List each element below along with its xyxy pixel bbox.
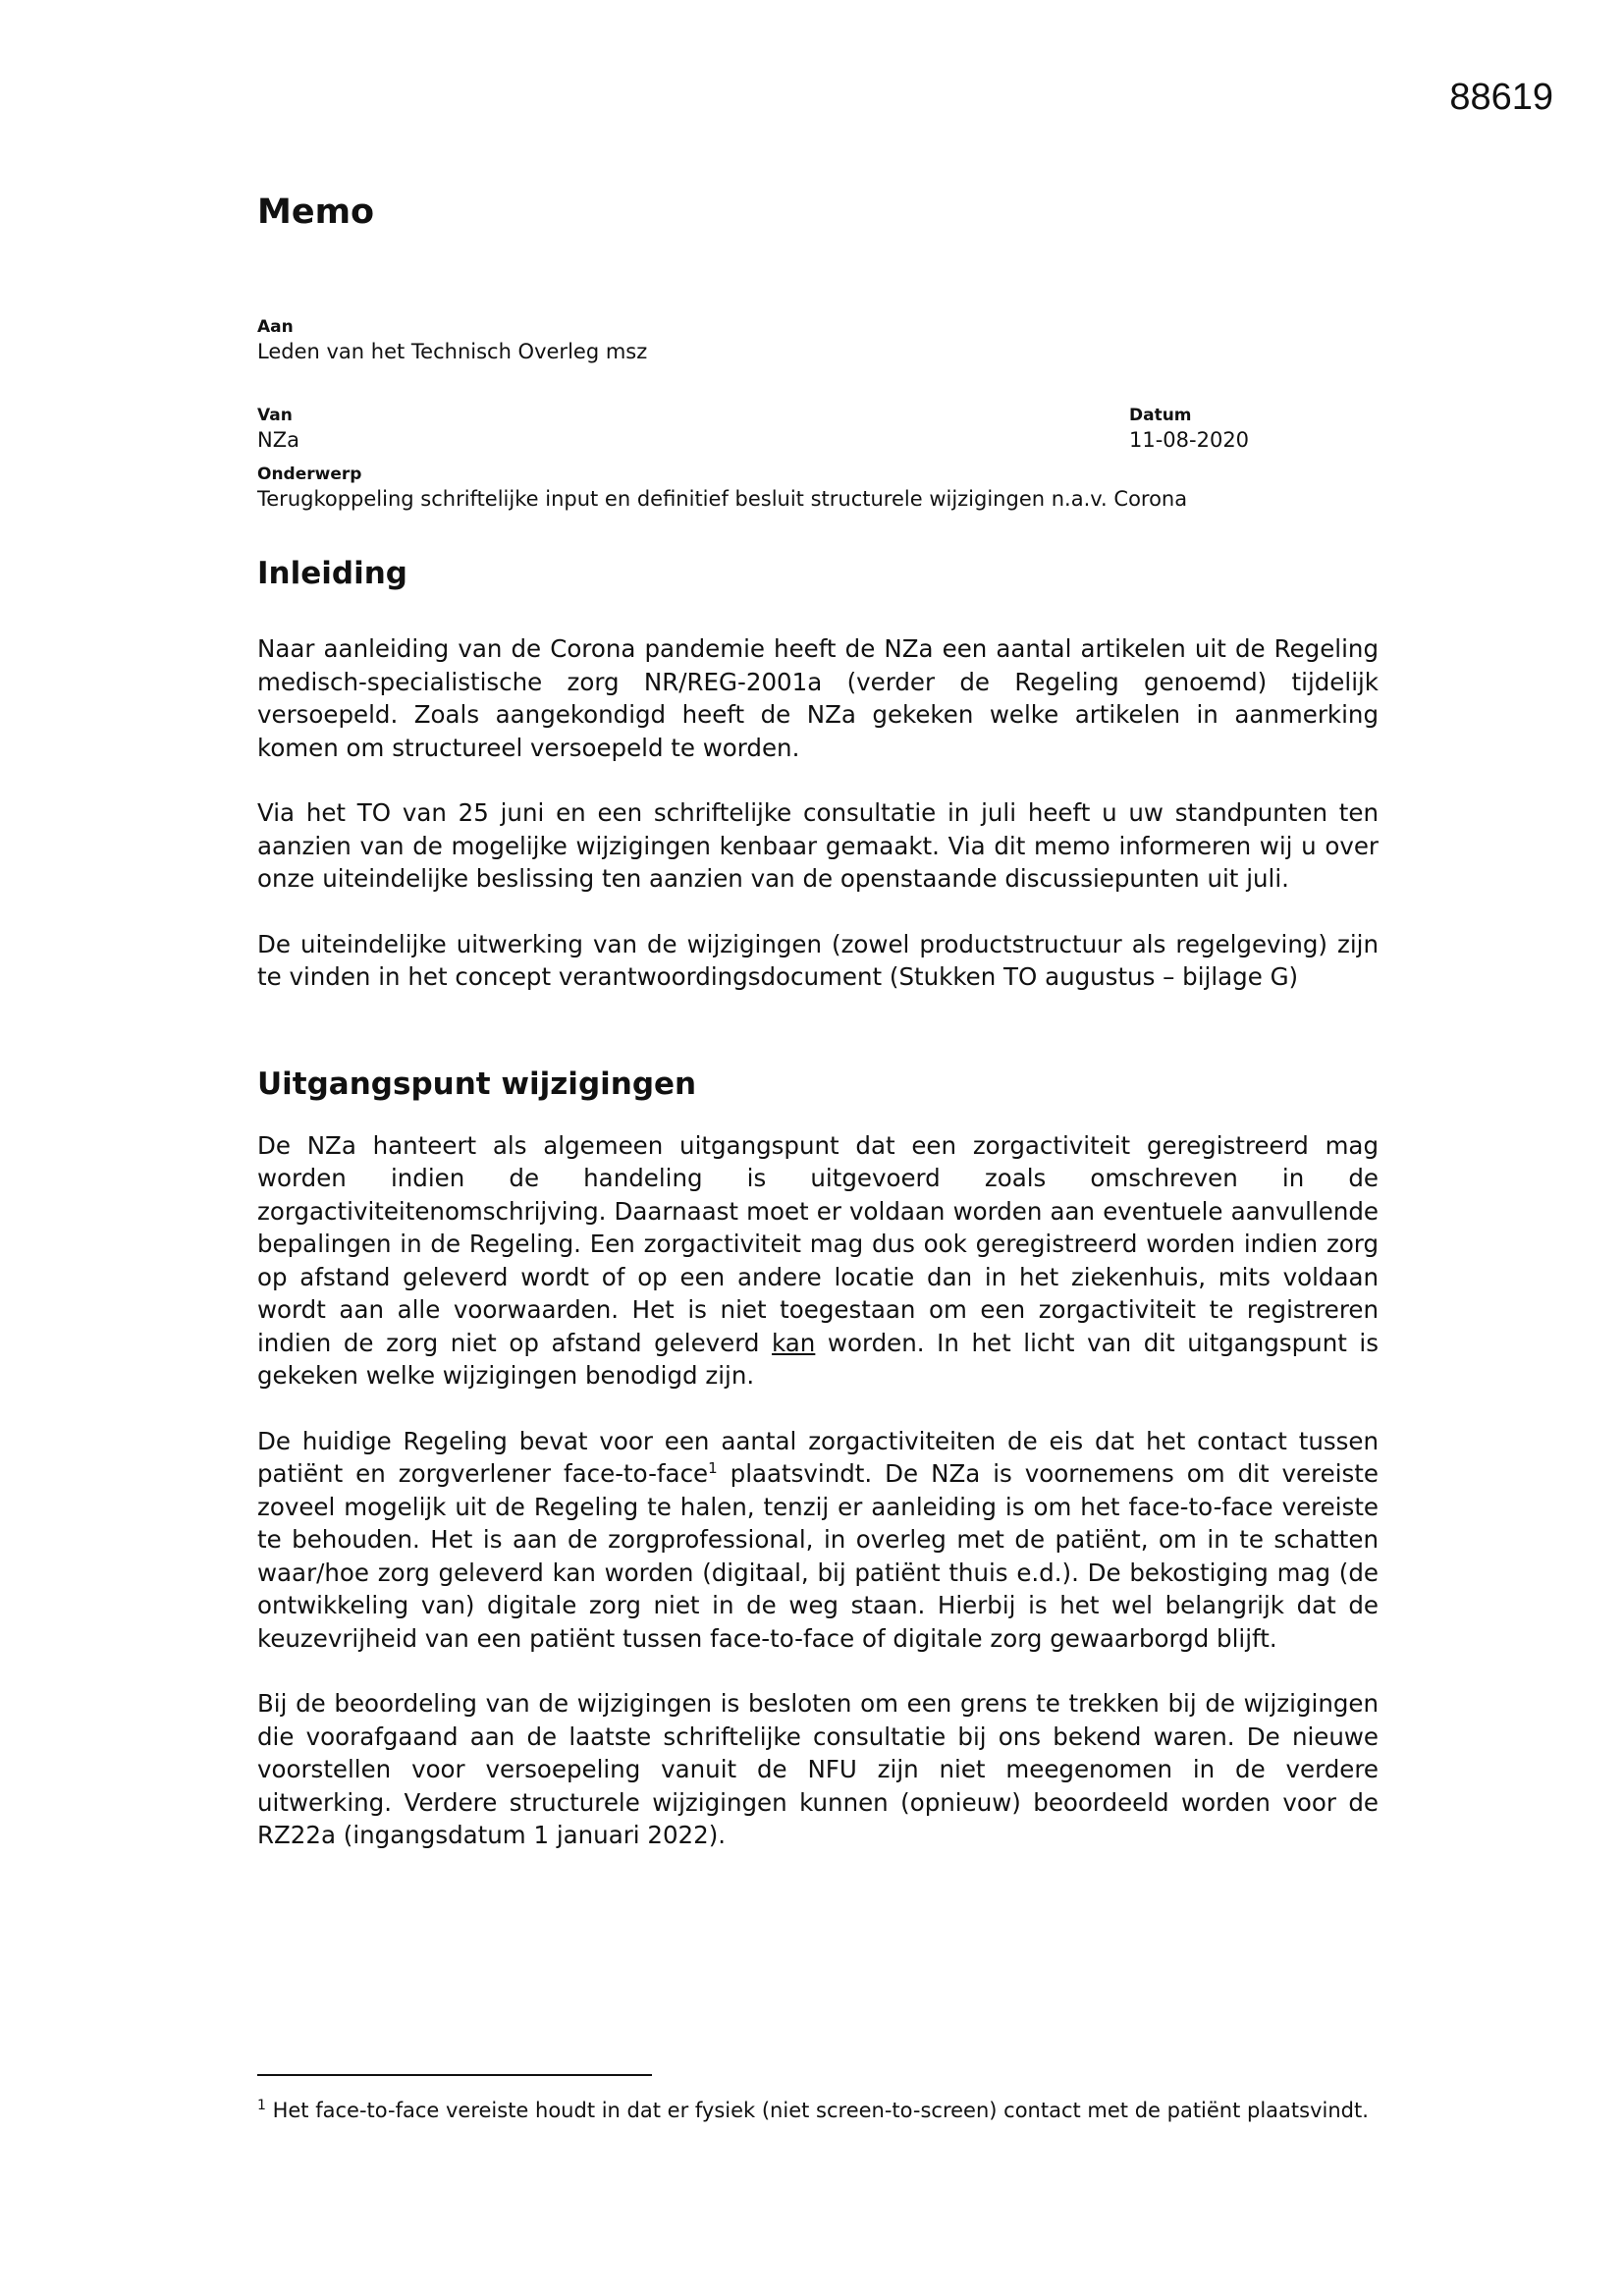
footnote-text: Het face-to-face vereiste houdt in dat er fysiek (niet screen-to-screen) contact met de patiënt plaatsvindt. xyxy=(265,2099,1369,2122)
inleiding-paragraph-3: De uiteindelijke uitwerking van de wijzigingen (zowel productstructuur als regelgeving) zijn te vinden in het concept verantwoordingsdocument (Stukken TO augustus – bijlage G) xyxy=(257,929,1379,991)
footnote-divider xyxy=(257,2074,652,2076)
onderwerp-label: Onderwerp xyxy=(257,465,362,484)
paragraph-text: worden. In het licht van dit uitgangspunt is gekeken welke wijzigingen benodigd zijn. xyxy=(257,1328,1379,1390)
memo-page xyxy=(257,192,1379,1885)
onderwerp-value: Terugkoppeling schriftelijke input en definitief besluit structurele wijzigingen n.a.v. Corona xyxy=(257,487,1188,511)
uitgangspunt-paragraph-1 xyxy=(257,1129,1379,1393)
van-label: Van xyxy=(257,406,293,425)
recipient-block xyxy=(257,316,1379,365)
section-heading-inleiding: Inleiding xyxy=(257,556,407,591)
footnote-reference: 1 xyxy=(708,1458,718,1477)
footnote-marker: 1 xyxy=(257,2098,266,2113)
datum-value: 11-08-2020 xyxy=(1129,428,1250,452)
datum-label: Datum xyxy=(1129,406,1192,425)
inleiding-paragraph-2: Via het TO van 25 juni en een schriftelijke consultatie in juli heeft u uw standpunten ten aanzien van de mogelijke wijzigingen kenbaar gemaakt. Via dit memo informeren wij u over onze uiteindelijke beslissing ten aanzien van de openstaande discussiepunten uit juli. xyxy=(257,798,1379,893)
aan-value: Leden van het Technisch Overleg msz xyxy=(257,340,648,363)
paragraph-text: De NZa hanteert als algemeen uitgangspunt dat een zorgactiviteit geregistreerd mag worden indien de handeling is uitgevoerd zoals omschreven in de zorgactiviteitenomschrijving. Daarnaast moet er voldaan worden aan eventuele aanvullende bepalingen in de Regeling. Een zorgactiviteit mag dus ook geregistreerd worden indien zorg op afstand geleverd wordt of op een andere locatie dan in het ziekenhuis, mits voldaan wordt aan alle voorwaarden. Het is niet toegestaan om een zorgactiviteit te registreren indien de zorg niet op afstand geleverd xyxy=(257,1130,1379,1357)
uitgangspunt-paragraph-2 xyxy=(257,1425,1379,1656)
van-value: NZa xyxy=(257,428,299,452)
paragraph-text: De huidige Regeling bevat voor een aantal zorgactiviteiten de eis dat het contact tussen patiënt en zorgverlener face-to-face xyxy=(257,1426,1379,1488)
subject-block xyxy=(257,464,1379,513)
underlined-word: kan xyxy=(772,1328,816,1357)
section-heading-uitgangspunt: Uitgangspunt wijzigingen xyxy=(257,1066,697,1102)
memo-title: Memo xyxy=(257,192,375,232)
sender-date-row xyxy=(257,405,1379,454)
document-number: 88619 xyxy=(1449,77,1553,118)
inleiding-paragraph-1: Naar aanleiding van de Corona pandemie heeft de NZa een aantal artikelen uit de Regeling medisch-specialistische zorg NR/REG-2001a (verder de Regeling genoemd) tijdelijk versoepeld. Zoals aangekondigd heeft de NZa gekeken welke artikelen in aanmerking komen om structureel versoepeld te worden. xyxy=(257,634,1379,762)
aan-label: Aan xyxy=(257,317,294,337)
footnote xyxy=(257,2094,1379,2127)
uitgangspunt-paragraph-3: Bij de beoordeling van de wijzigingen is besloten om een grens te trekken bij de wijzigingen die voorafgaand aan de laatste schriftelijke consultatie bij ons bekend waren. De nieuwe voorstellen voor versoepeling vanuit de NFU zijn niet meegenomen in de verdere uitwerking. Verdere structurele wijzigingen kunnen (opnieuw) beoordeeld worden voor de RZ22a (ingangsdatum 1 januari 2022). xyxy=(257,1689,1379,1849)
date-block xyxy=(1129,405,1253,454)
paragraph-text: plaatsvindt. De NZa is voornemens om dit vereiste zoveel mogelijk uit de Regeling te halen, tenzij er aanleiding is om het face-to-face vereiste te behouden. Het is aan de zorgprofessional, in overleg met de patiënt, om in te schatten waar/hoe zorg geleverd kan worden (digitaal, bij patiënt thuis e.d.). De bekostiging mag (de ontwikkeling van) digitale zorg niet in de weg staan. Hierbij is het wel belangrijk dat de keuzevrijheid van een patiënt tussen face-to-face of digitale zorg gewaarborgd blijft. xyxy=(257,1459,1379,1653)
sender-block xyxy=(257,405,299,454)
